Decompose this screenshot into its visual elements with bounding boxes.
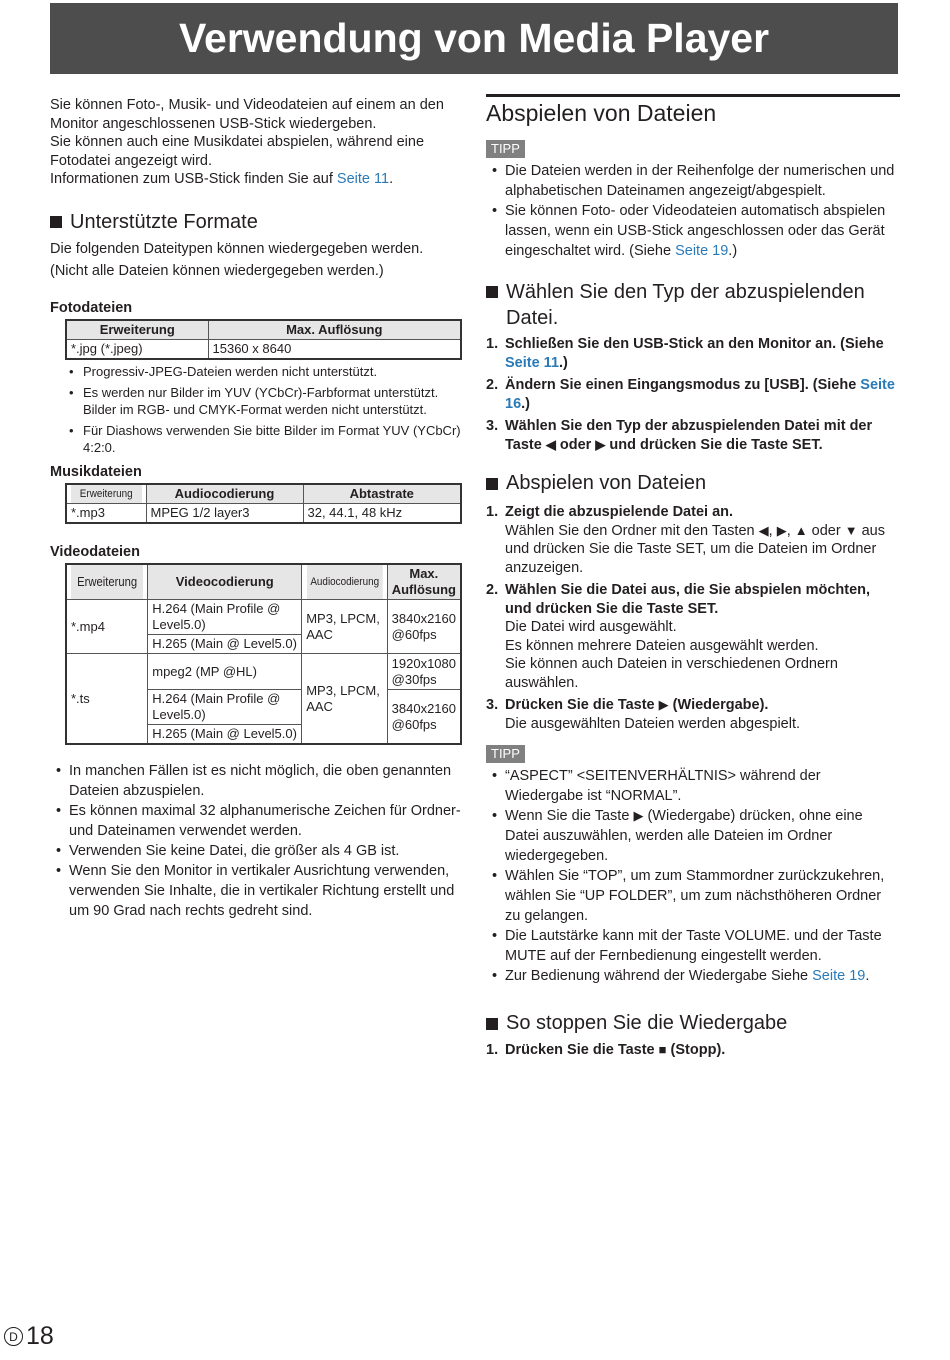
language-badge: D bbox=[4, 1327, 23, 1346]
page-link[interactable]: Seite 11 bbox=[505, 354, 560, 371]
note: • Es können maximal 32 alphanumerische Zeichen für Ordner- und Dateinamen verwendet werden. bbox=[56, 801, 464, 841]
text: Es können mehrere Dateien ausgewählt werden. bbox=[505, 637, 819, 654]
col-header: Erweiterung bbox=[70, 484, 142, 504]
cell: *.ts bbox=[66, 654, 148, 745]
note: • Progressiv-JPEG-Dateien werden nicht unterstützt. bbox=[69, 363, 464, 380]
cell: H.264 (Main Profile @ Level5.0) bbox=[148, 600, 302, 635]
page-link[interactable]: Seite 11 bbox=[336, 171, 390, 187]
photo-heading: Fotodateien bbox=[50, 299, 133, 316]
play-icon: ▶ bbox=[658, 697, 669, 712]
tipp-item: • Die Dateien werden in der Reihenfolge der numerischen und alphabetischen Dateinamen angezeigt/abgespielt. bbox=[492, 161, 900, 201]
page-link[interactable]: Seite 16 bbox=[505, 377, 895, 412]
table-row bbox=[66, 339, 461, 359]
cell: H.265 (Main @ Level5.0) bbox=[148, 725, 302, 745]
text: Sie können auch Dateien in verschiedenen Ordnern auswählen. bbox=[505, 656, 838, 691]
step-number: 3. bbox=[486, 418, 499, 434]
right-arrow-icon: ▶ bbox=[595, 436, 606, 452]
text: Schließen Sie den USB-Stick an den Monitor an. (Siehe bbox=[505, 336, 884, 352]
step-title: (Wiedergabe). bbox=[668, 697, 769, 713]
col-header: Max. Auflösung bbox=[208, 320, 461, 340]
step bbox=[486, 335, 900, 372]
text: Die Datei wird ausgewählt. bbox=[505, 619, 677, 635]
page-number: 18 bbox=[26, 1322, 54, 1350]
text: oder bbox=[555, 436, 596, 453]
cell: *.mp3 bbox=[66, 503, 146, 523]
cell: MPEG 1/2 layer3 bbox=[146, 503, 303, 523]
cell: 1920x1080 @30fps bbox=[387, 654, 461, 690]
text: , bbox=[768, 522, 777, 539]
intro-line: Sie können Foto-, Musik- und Videodateien auf einem an den Monitor angeschlossenen USB-Stick wiedergeben. bbox=[50, 97, 444, 132]
table-row bbox=[66, 503, 461, 523]
heading-text: Wählen Sie den Typ der abzuspielenden Datei. bbox=[506, 281, 865, 329]
left-arrow-icon: ◀ bbox=[758, 522, 769, 538]
tipp-list bbox=[492, 161, 900, 261]
text: Zur Bedienung während der Wiedergabe Siehe bbox=[505, 968, 813, 984]
stop-steps bbox=[486, 1041, 900, 1060]
step-title: Zeigt die abzuspielende Datei an. bbox=[505, 504, 734, 520]
cell: H.264 (Main Profile @ Level5.0) bbox=[148, 690, 302, 725]
note: • Wenn Sie den Monitor in vertikaler Ausrichtung verwenden, verwenden Sie Inhalte, die in vertikaler Richtung erstellt und um 90 Grad nach rechts gedreht sind. bbox=[56, 861, 464, 921]
text: Wenn Sie die Taste bbox=[505, 808, 634, 824]
note: • Verwenden Sie keine Datei, die größer als 4 GB ist. bbox=[56, 841, 464, 861]
square-bullet-icon bbox=[486, 478, 498, 490]
step-number: 1. bbox=[486, 336, 499, 352]
text: (Stopp). bbox=[666, 1042, 726, 1058]
step-title: Wählen Sie die Datei aus, die Sie abspielen möchten, und drücken Sie die Taste SET. bbox=[505, 582, 871, 617]
tipp-item: • “ASPECT” <SEITENVERHÄLTNIS> während der Wiedergabe ist “NORMAL”. bbox=[492, 766, 900, 806]
text: (Wiedergabe) drücken, ohne eine Datei auszuwählen, werden alle Dateien im Ordner wiedergegeben. bbox=[505, 808, 863, 864]
tipp-item bbox=[492, 966, 900, 986]
music-table bbox=[65, 483, 462, 524]
tipp-list bbox=[492, 766, 900, 986]
formats-desc: Die folgenden Dateitypen können wiedergegeben werden. bbox=[50, 240, 424, 257]
page-title: Verwendung von Media Player bbox=[50, 3, 898, 74]
video-table bbox=[65, 563, 462, 746]
intro-line: Informationen zum USB-Stick finden Sie auf bbox=[50, 171, 337, 187]
cell: *.mp4 bbox=[66, 600, 148, 654]
text: .) bbox=[521, 395, 530, 412]
cell: H.265 (Main @ Level5.0) bbox=[148, 635, 302, 654]
col-header: Erweiterung bbox=[66, 320, 208, 340]
step bbox=[486, 696, 900, 733]
video-heading: Videodateien bbox=[50, 543, 140, 560]
page-footer bbox=[4, 1322, 54, 1351]
section-heading bbox=[486, 1012, 900, 1035]
tipp-badge: TIPP bbox=[486, 140, 525, 158]
up-arrow-icon: ▲ bbox=[794, 522, 808, 538]
play-icon: ▶ bbox=[633, 808, 644, 823]
left-column bbox=[50, 96, 464, 921]
stop-icon: ■ bbox=[658, 1042, 667, 1057]
step bbox=[486, 1041, 900, 1060]
text: Wählen Sie den Typ der abzuspielenden Datei mit der Taste bbox=[505, 418, 873, 453]
cell: 15360 x 8640 bbox=[208, 339, 461, 359]
music-heading: Musikdateien bbox=[50, 463, 142, 480]
section-heading bbox=[486, 472, 900, 495]
intro-text bbox=[50, 96, 464, 189]
page-link[interactable]: Seite 19 bbox=[812, 968, 866, 984]
cell: MP3, LPCM, AAC bbox=[302, 600, 387, 654]
text: oder bbox=[807, 522, 845, 539]
play-steps bbox=[486, 503, 900, 733]
page-link[interactable]: Seite 19 bbox=[675, 243, 729, 259]
heading-text: Abspielen von Dateien bbox=[506, 472, 707, 494]
intro-line: Sie können auch eine Musikdatei abspielen, während eine Fotodatei angezeigt wird. bbox=[50, 134, 425, 169]
formats-desc: (Nicht alle Dateien können wiedergegeben werden.) bbox=[50, 262, 384, 279]
step-number: 2. bbox=[486, 582, 499, 598]
section-heading bbox=[50, 211, 464, 234]
tipp-item bbox=[492, 806, 900, 866]
step-title: Drücken Sie die Taste bbox=[505, 697, 659, 713]
text: , bbox=[786, 522, 795, 539]
step-number: 1. bbox=[486, 1042, 499, 1058]
col-header: Max. Auflösung bbox=[387, 564, 461, 600]
cell: 3840x2160 @60fps bbox=[387, 600, 461, 654]
col-header: Videocodierung bbox=[148, 564, 302, 600]
square-bullet-icon bbox=[486, 1018, 498, 1030]
step-number: 3. bbox=[486, 697, 499, 713]
col-header: Erweiterung bbox=[70, 564, 144, 600]
section-heading bbox=[486, 279, 900, 331]
square-bullet-icon bbox=[486, 286, 498, 298]
photo-notes bbox=[69, 363, 464, 456]
cell: MP3, LPCM, AAC bbox=[302, 654, 387, 745]
photo-table bbox=[65, 319, 462, 360]
text: Die ausgewählten Dateien werden abgespielt. bbox=[505, 715, 801, 732]
text: Ändern Sie einen Eingangsmodus zu [USB]. (Siehe bbox=[505, 377, 861, 393]
step-number: 1. bbox=[486, 504, 499, 520]
punct: . bbox=[389, 171, 394, 187]
text: .) bbox=[728, 243, 738, 259]
tipp-item bbox=[492, 201, 900, 261]
step bbox=[486, 503, 900, 577]
col-header: Audiocodierung bbox=[306, 564, 383, 600]
left-arrow-icon: ◀ bbox=[545, 436, 556, 452]
type-steps bbox=[486, 335, 900, 454]
cell: *.jpg (*.jpeg) bbox=[66, 339, 208, 359]
square-bullet-icon bbox=[50, 216, 62, 228]
col-header: Audiocodierung bbox=[146, 484, 303, 504]
step bbox=[486, 376, 900, 413]
step bbox=[486, 581, 900, 692]
cell: mpeg2 (MP @HL) bbox=[148, 654, 302, 690]
text: .) bbox=[559, 354, 568, 371]
heading-text: Unterstützte Formate bbox=[70, 210, 258, 233]
col-header: Abtastrate bbox=[303, 484, 461, 504]
down-arrow-icon: ▼ bbox=[844, 522, 858, 538]
right-column bbox=[486, 94, 900, 1064]
text: und drücken Sie die Taste SET. bbox=[605, 436, 823, 453]
table-row bbox=[66, 654, 461, 690]
text: . bbox=[865, 968, 870, 984]
tipp-item: • Wählen Sie “TOP”, um zum Stammordner zurückzukehren, wählen Sie “UP FOLDER”, um zum nächsthöheren Ordner zu gelangen. bbox=[492, 866, 900, 926]
format-notes bbox=[56, 761, 464, 921]
text: Drücken Sie die Taste bbox=[505, 1042, 659, 1058]
step bbox=[486, 417, 900, 454]
step-number: 2. bbox=[486, 377, 499, 393]
note: • In manchen Fällen ist es nicht möglich, die oben genannten Dateien abzuspielen. bbox=[56, 761, 464, 801]
note: • Für Diashows verwenden Sie bitte Bilder im Format YUV (YCbCr) 4:2:0. bbox=[69, 422, 464, 456]
text: Sie können Foto- oder Videodateien automatisch abspielen lassen, wenn ein USB-Stick angeschlossen oder das Gerät eingeschaltet wird. (Siehe bbox=[505, 203, 886, 259]
note: • Es werden nur Bilder im YUV (YCbCr)-Farbformat unterstützt. Bilder im RGB- und CMYK-Format werden nicht unterstützt. bbox=[69, 384, 464, 418]
heading-text: So stoppen Sie die Wiedergabe bbox=[506, 1012, 788, 1034]
section-title: Abspielen von Dateien bbox=[486, 94, 900, 132]
text: aus und drücken Sie die Taste SET, um die Dateien im Ordner anzuzeigen. bbox=[505, 522, 886, 576]
tipp-badge: TIPP bbox=[486, 745, 525, 763]
cell: 3840x2160 @60fps bbox=[387, 690, 461, 745]
cell: 32, 44.1, 48 kHz bbox=[303, 503, 461, 523]
tipp-item: • Die Lautstärke kann mit der Taste VOLUME. und der Taste MUTE auf der Fernbedienung eingestellt werden. bbox=[492, 926, 900, 966]
text: Wählen Sie den Ordner mit den Tasten bbox=[505, 522, 759, 539]
table-row bbox=[66, 600, 461, 635]
right-arrow-icon: ▶ bbox=[776, 522, 787, 538]
